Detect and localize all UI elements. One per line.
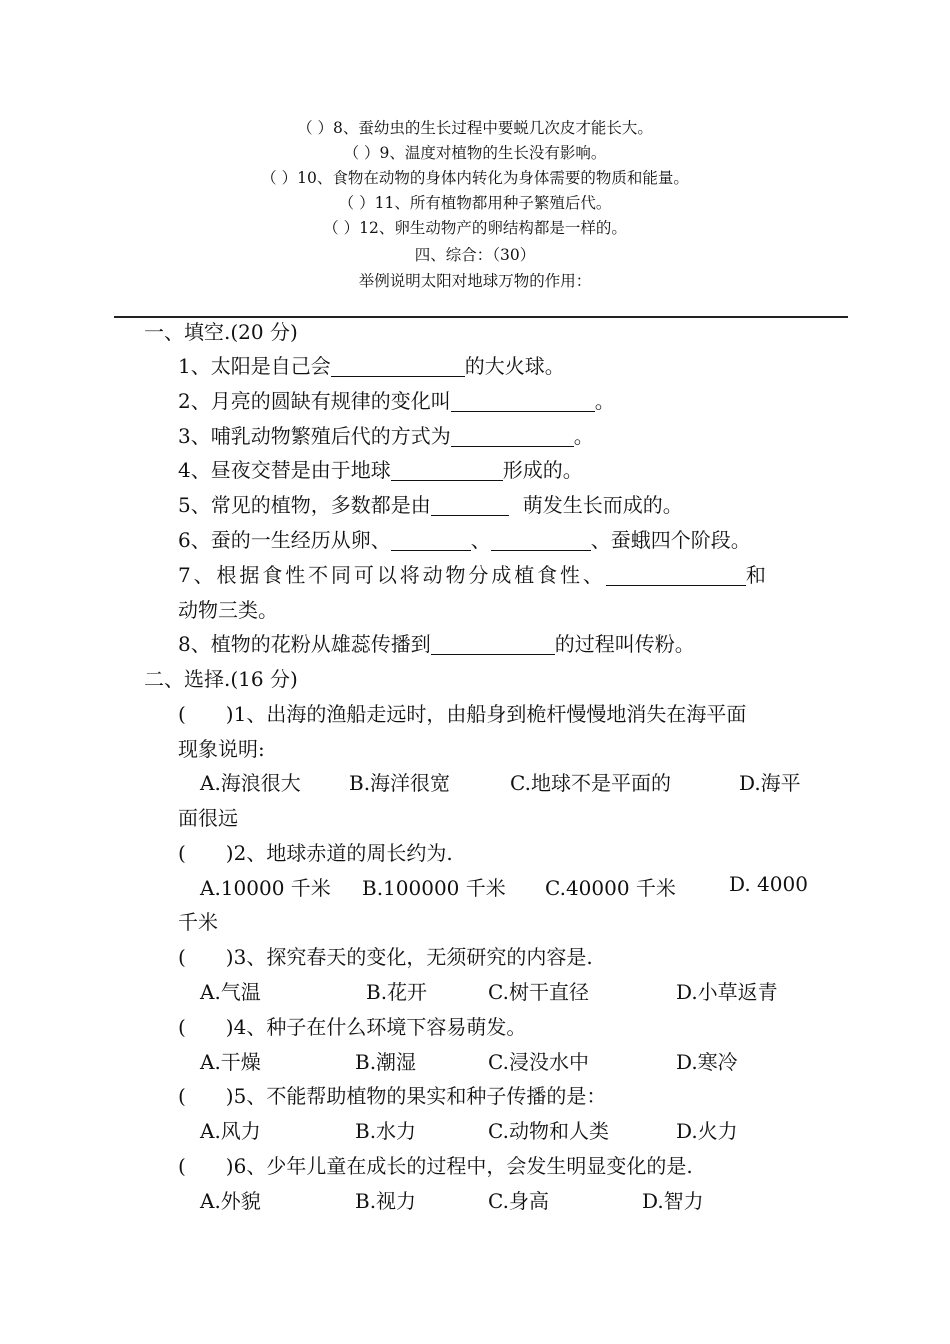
fill-question-1: 1、太阳是自己会 的大火球。 xyxy=(178,354,565,378)
comprehensive-title: 四、综合：（30） xyxy=(414,246,536,264)
option-d[interactable]: D.寒冷 xyxy=(676,1050,738,1074)
answer-blank[interactable] xyxy=(451,424,574,447)
option-d[interactable]: D.小草返青 xyxy=(676,980,778,1004)
option-c[interactable]: C.树干直径 xyxy=(488,980,589,1004)
judge-item-9: （ ）9、温度对植物的生长没有影响。 xyxy=(343,144,607,162)
choice-section-title: 二、选择.(16 分) xyxy=(144,667,298,691)
option-d[interactable]: D.火力 xyxy=(676,1119,738,1143)
option-b[interactable]: B.视力 xyxy=(355,1189,417,1213)
answer-blank[interactable] xyxy=(331,354,465,377)
option-b[interactable]: B.水力 xyxy=(355,1119,417,1143)
option-d-cont: 面很远 xyxy=(178,806,238,830)
fill-question-2: 2、月亮的圆缺有规律的变化叫 。 xyxy=(178,389,615,413)
answer-blank[interactable] xyxy=(431,632,555,655)
judge-item-10: （ ）10、食物在动物的身体内转化为身体需要的物质和能量。 xyxy=(261,169,689,187)
answer-blank[interactable] xyxy=(391,528,471,551)
fill-question-5: 5、常见的植物，多数都是由 萌发生长而成的。 xyxy=(178,493,683,517)
option-c[interactable]: C.浸没水中 xyxy=(488,1050,589,1074)
option-c[interactable]: C.地球不是平面的 xyxy=(510,771,671,795)
choice-question-1: ( )1、出海的渔船走远时，由船身到桅杆慢慢地消失在海平面 xyxy=(178,702,747,726)
option-b[interactable]: B.花开 xyxy=(366,980,428,1004)
choice-question-5: ( )5、不能帮助植物的果实和种子传播的是： xyxy=(178,1084,607,1108)
judge-item-8: （ ）8、蚕幼虫的生长过程中要蜕几次皮才能长大。 xyxy=(297,119,653,137)
fill-question-6: 6、蚕的一生经历从卵、 、 、蚕蛾四个阶段。 xyxy=(178,528,751,552)
option-a[interactable]: A.外貌 xyxy=(200,1189,261,1213)
choice-question-3: ( )3、探究春天的变化，无须研究的内容是. xyxy=(178,945,593,969)
fill-section-title: 一、填空.(20 分) xyxy=(144,320,298,344)
comprehensive-prompt: 举例说明太阳对地球万物的作用： xyxy=(358,272,592,290)
option-c[interactable]: C.身高 xyxy=(488,1189,549,1213)
option-b[interactable]: B.100000 千米 xyxy=(362,876,506,900)
option-a[interactable]: A.风力 xyxy=(200,1119,261,1143)
option-b[interactable]: B.潮湿 xyxy=(355,1050,417,1074)
judge-item-11: （ ）11、所有植物都用种子繁殖后代。 xyxy=(338,194,612,212)
fill-question-7-cont: 动物三类。 xyxy=(178,598,278,622)
fill-question-3: 3、哺乳动物繁殖后代的方式为 。 xyxy=(178,424,594,448)
option-d-cont: 千米 xyxy=(178,910,218,934)
choice-question-6: ( )6、少年儿童在成长的过程中，会发生明显变化的是. xyxy=(178,1154,693,1178)
option-a[interactable]: A.海浪很大 xyxy=(200,771,301,795)
judge-item-12: （ ）12、卵生动物产的卵结构都是一样的。 xyxy=(323,219,627,237)
choice-question-1-cont: 现象说明: xyxy=(178,737,265,761)
option-a[interactable]: A.气温 xyxy=(200,980,261,1004)
fill-question-4: 4、昼夜交替是由于地球 形成的。 xyxy=(178,458,583,482)
answer-blank[interactable] xyxy=(391,458,503,481)
option-d[interactable]: D.海平 xyxy=(739,771,801,795)
answer-blank[interactable] xyxy=(451,389,595,412)
answer-blank[interactable] xyxy=(606,563,746,586)
option-b[interactable]: B.海洋很宽 xyxy=(349,771,451,795)
fill-question-8: 8、植物的花粉从雄蕊传播到 的过程叫传粉。 xyxy=(178,632,695,656)
answer-blank[interactable] xyxy=(431,493,509,516)
option-c[interactable]: C.40000 千米 xyxy=(545,876,676,900)
option-d[interactable]: D.智力 xyxy=(642,1189,704,1213)
fill-question-7: 7、根据食性不同可以将动物分成植食性、 和 xyxy=(178,563,769,587)
option-a[interactable]: A.10000 千米 xyxy=(200,876,331,900)
option-c[interactable]: C.动物和人类 xyxy=(488,1119,609,1143)
choice-question-4: ( )4、种子在什么环境下容易萌发。 xyxy=(178,1015,527,1039)
option-d[interactable]: D. 4000 xyxy=(729,872,808,896)
choice-question-2: ( )2、地球赤道的周长约为. xyxy=(178,841,453,865)
answer-blank[interactable] xyxy=(491,528,591,551)
option-a[interactable]: A.干燥 xyxy=(200,1050,261,1074)
